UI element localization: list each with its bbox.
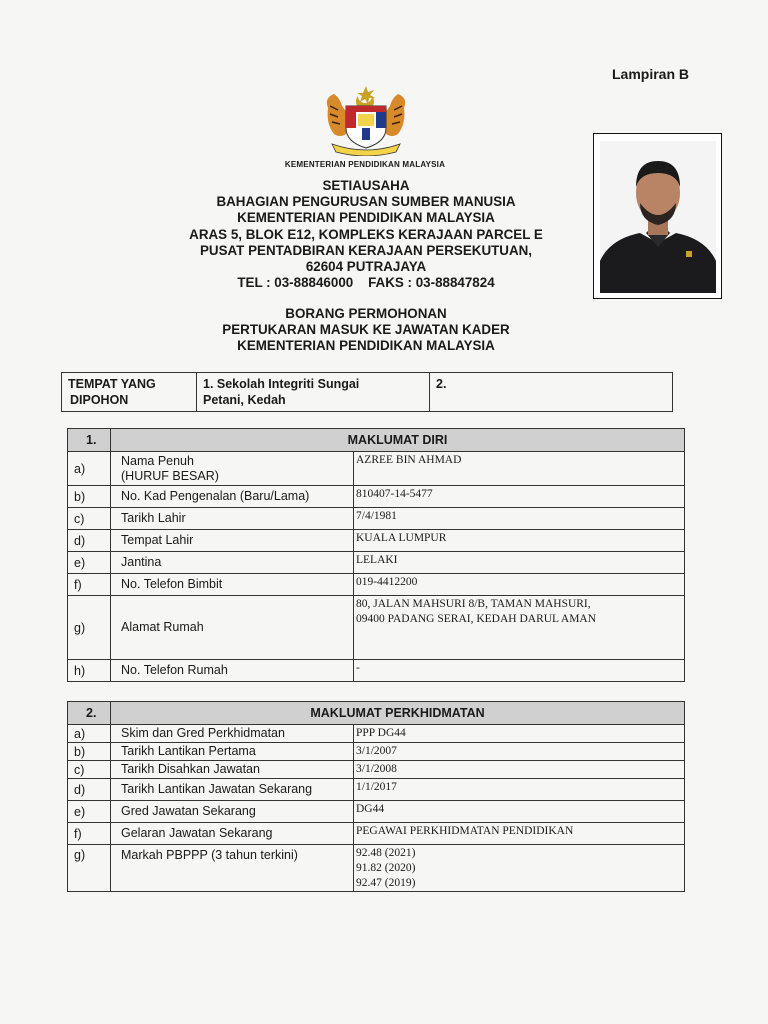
personal-info-table: [67, 428, 685, 682]
header-line: ARAS 5, BLOK E12, KOMPLEKS KERAJAAN PARCEL E: [189, 226, 543, 242]
row-label: Gelaran Jawatan Sekarang: [111, 823, 354, 845]
row-letter: d): [68, 779, 111, 801]
row-letter: a): [68, 452, 111, 486]
home-phone-field[interactable]: -: [354, 660, 685, 682]
section-number: 1.: [68, 429, 111, 452]
first-appointment-field[interactable]: 3/1/2007: [354, 743, 685, 761]
row-label: Tarikh Lahir: [111, 508, 354, 530]
row-letter: a): [68, 725, 111, 743]
header-line: PUSAT PENTADBIRAN KERAJAAN PERSEKUTUAN,: [199, 242, 533, 258]
form-title: [150, 306, 582, 355]
row-label: No. Telefon Bimbit: [111, 574, 354, 596]
header-line: BAHAGIAN PENGURUSAN SUMBER MANUSIA: [216, 194, 516, 210]
title-line: KEMENTERIAN PENDIDIKAN MALAYSIA: [237, 338, 495, 354]
letterhead-address: [150, 178, 582, 291]
row-label: No. Telefon Rumah: [111, 660, 354, 682]
row-letter: g): [68, 596, 111, 660]
section-number: 2.: [68, 702, 111, 725]
current-grade-field[interactable]: DG44: [354, 801, 685, 823]
row-label: Markah PBPPP (3 tahun terkini): [111, 845, 354, 892]
row-label: Tarikh Lantikan Jawatan Sekarang: [111, 779, 354, 801]
header-line: KEMENTERIAN PENDIDIKAN MALAYSIA: [237, 210, 495, 226]
row-letter: c): [68, 761, 111, 779]
row-letter: f): [68, 574, 111, 596]
section-title: MAKLUMAT DIRI: [111, 429, 685, 452]
row-letter: g): [68, 845, 111, 892]
pbppp-marks-field[interactable]: 92.48 (2021) 91.82 (2020) 92.47 (2019): [354, 845, 685, 892]
current-title-field[interactable]: PEGAWAI PERKHIDMATAN PENDIDIKAN: [354, 823, 685, 845]
confirmation-date-field[interactable]: 3/1/2008: [354, 761, 685, 779]
header-line: SETIAUSAHA: [322, 178, 410, 193]
row-letter: c): [68, 508, 111, 530]
scheme-grade-field[interactable]: PPP DG44: [354, 725, 685, 743]
home-address-field[interactable]: 80, JALAN MAHSURI 8/B, TAMAN MAHSURI, 09400 PADANG SERAI, KEDAH DARUL AMAN: [354, 596, 685, 660]
birth-place-field[interactable]: KUALA LUMPUR: [354, 530, 685, 552]
row-label: No. Kad Pengenalan (Baru/Lama): [111, 486, 354, 508]
lampiran-label: Lampiran B: [612, 66, 690, 82]
row-label: Tarikh Lantikan Pertama: [111, 743, 354, 761]
full-name-field[interactable]: AZREE BIN AHMAD: [354, 452, 685, 486]
service-info-table: [67, 701, 685, 892]
header-line: 62604 PUTRAJAYA: [305, 259, 427, 275]
row-letter: e): [68, 801, 111, 823]
row-label: Alamat Rumah: [111, 596, 354, 660]
mobile-phone-field[interactable]: 019-4412200: [354, 574, 685, 596]
section-title: MAKLUMAT PERKHIDMATAN: [111, 702, 685, 725]
title-line: PERTUKARAN MASUK KE JAWATAN KADER: [222, 322, 510, 338]
title-line: BORANG PERMOHONAN: [285, 306, 447, 321]
ministry-small-title: KEMENTERIAN PENDIDIKAN MALAYSIA: [284, 160, 446, 169]
coat-of-arms-icon: [318, 84, 414, 156]
header-line: TEL : 03-88846000 FAKS : 03-88847824: [237, 275, 495, 291]
ic-number-field[interactable]: 810407-14-5477: [354, 486, 685, 508]
row-label: Tarikh Disahkan Jawatan: [111, 761, 354, 779]
row-label: Jantina: [111, 552, 354, 574]
person-photo-icon: [600, 141, 716, 293]
choice-1-field[interactable]: 1. Sekolah Integriti Sungai Petani, Kedah: [197, 373, 430, 412]
row-letter: d): [68, 530, 111, 552]
row-label: Skim dan Gred Perkhidmatan: [111, 725, 354, 743]
applicant-photo: [593, 133, 722, 299]
choice-2-field[interactable]: 2.: [430, 373, 673, 412]
row-letter: f): [68, 823, 111, 845]
gender-field[interactable]: LELAKI: [354, 552, 685, 574]
row-label: Gred Jawatan Sekarang: [111, 801, 354, 823]
birth-date-field[interactable]: 7/4/1981: [354, 508, 685, 530]
applied-location-table: [61, 372, 673, 412]
row-letter: b): [68, 486, 111, 508]
applied-location-label: TEMPAT YANG DIPOHON: [62, 373, 197, 412]
row-letter: e): [68, 552, 111, 574]
row-label: Nama Penuh (HURUF BESAR): [111, 452, 354, 486]
row-label: Tempat Lahir: [111, 530, 354, 552]
row-letter: h): [68, 660, 111, 682]
current-appointment-field[interactable]: 1/1/2017: [354, 779, 685, 801]
row-letter: b): [68, 743, 111, 761]
